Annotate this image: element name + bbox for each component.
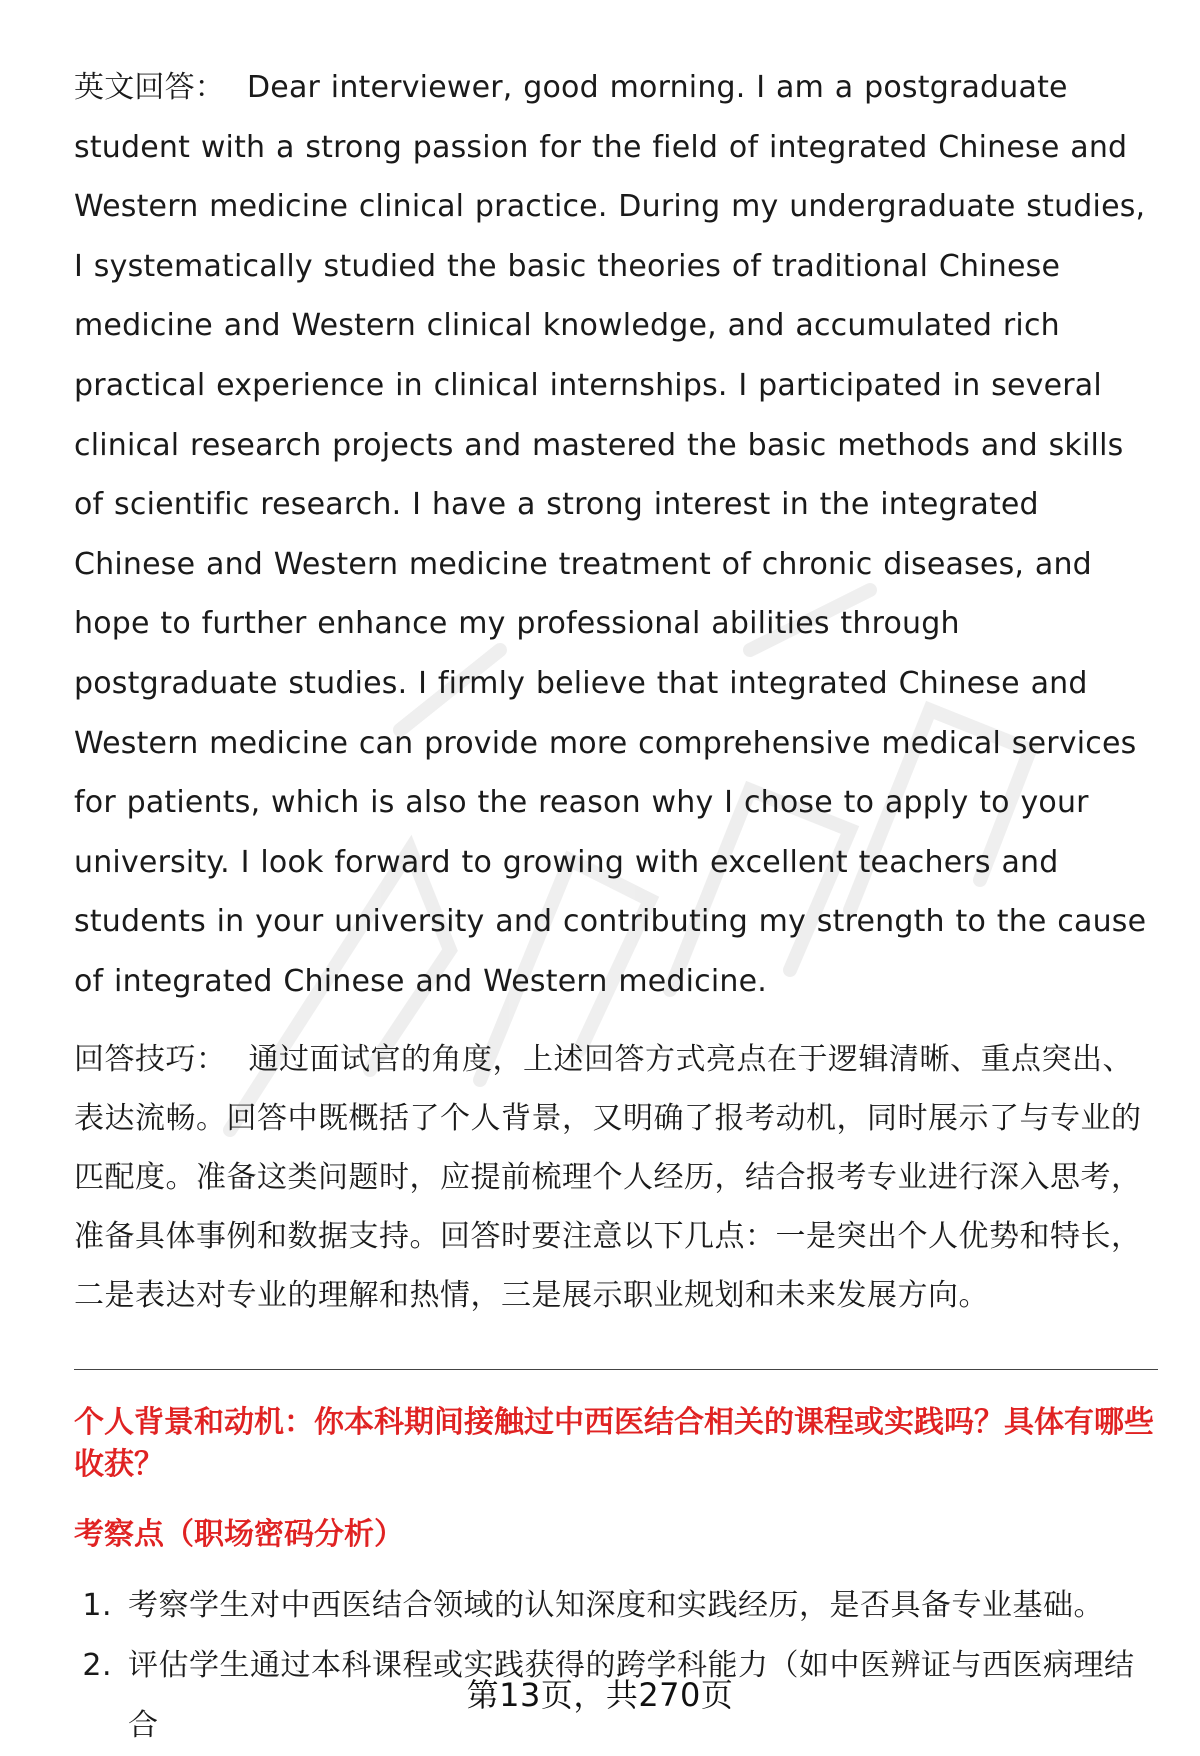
answer-tips-text: 通过面试官的角度，上述回答方式亮点在于逻辑清晰、重点突出、表达流畅。回答中既概括了个人背景，又明确了报考动机，同时展示了与专业的匹配度。准备这类问题时，应提前梳理个人经历，结合报考专业进行深入思考，准备具体事例和数据支持。回答时要注意以下几点：一是突出个人优势和特长，二是表达对专业的理解和热情，三是展示职业规划和未来发展方向。 <box>74 1041 1142 1313</box>
list-item-number: 2. <box>82 1647 112 1683</box>
page-number-footer: 第13页，共270页 <box>466 1676 734 1714</box>
question-heading: 个人背景和动机：你本科期间接触过中西医结合相关的课程或实践吗？具体有哪些收获？ <box>74 1404 1154 1482</box>
list-item-text: 评估学生通过本科课程或实践获得的跨学科能力（如中医辨证与西医病理结合 <box>128 1647 1135 1743</box>
section-divider <box>74 1369 1158 1370</box>
english-answer-text: Dear interviewer, good morning. I am a postgraduate student with a strong passion for the field of integrated Chinese and Western medicine clinical practice. During my undergraduate studies, I systematically studied the basic theories of traditional Chinese medicine and Western clinical knowledge, and accumulated rich practical experience in clinical internships. I participated in several clinical research projects and mastered the basic methods and skills of scientific research. I have a strong interest in the integrated Chinese and Western medicine treatment of chronic diseases, and hope to further enhance my professional abilities through postgraduate studies. I firmly believe that integrated Chinese and Western medicine can provide more comprehensive medical services for patients, which is also the reason why I chose to apply to your university. I look forward to growing with excellent teachers and students in your university and contributing my strength to the cause of integrated Chinese and Western medicine. <box>74 70 1147 999</box>
page-content <box>74 58 1160 1756</box>
assessment-points-heading: 考察点（职场密码分析） <box>74 1516 404 1552</box>
list-item-text: 考察学生对中西医结合领域的认知深度和实践经历，是否具备专业基础。 <box>128 1587 1104 1623</box>
answer-tips-paragraph <box>74 1030 1160 1325</box>
english-answer-label: 英文回答： <box>74 70 225 105</box>
english-answer-paragraph <box>74 58 1160 1012</box>
answer-tips-label: 回答技巧： <box>74 1041 227 1077</box>
assessment-points-list <box>74 1576 1160 1756</box>
list-item-number: 1. <box>82 1587 112 1623</box>
list-item <box>74 1576 1160 1636</box>
